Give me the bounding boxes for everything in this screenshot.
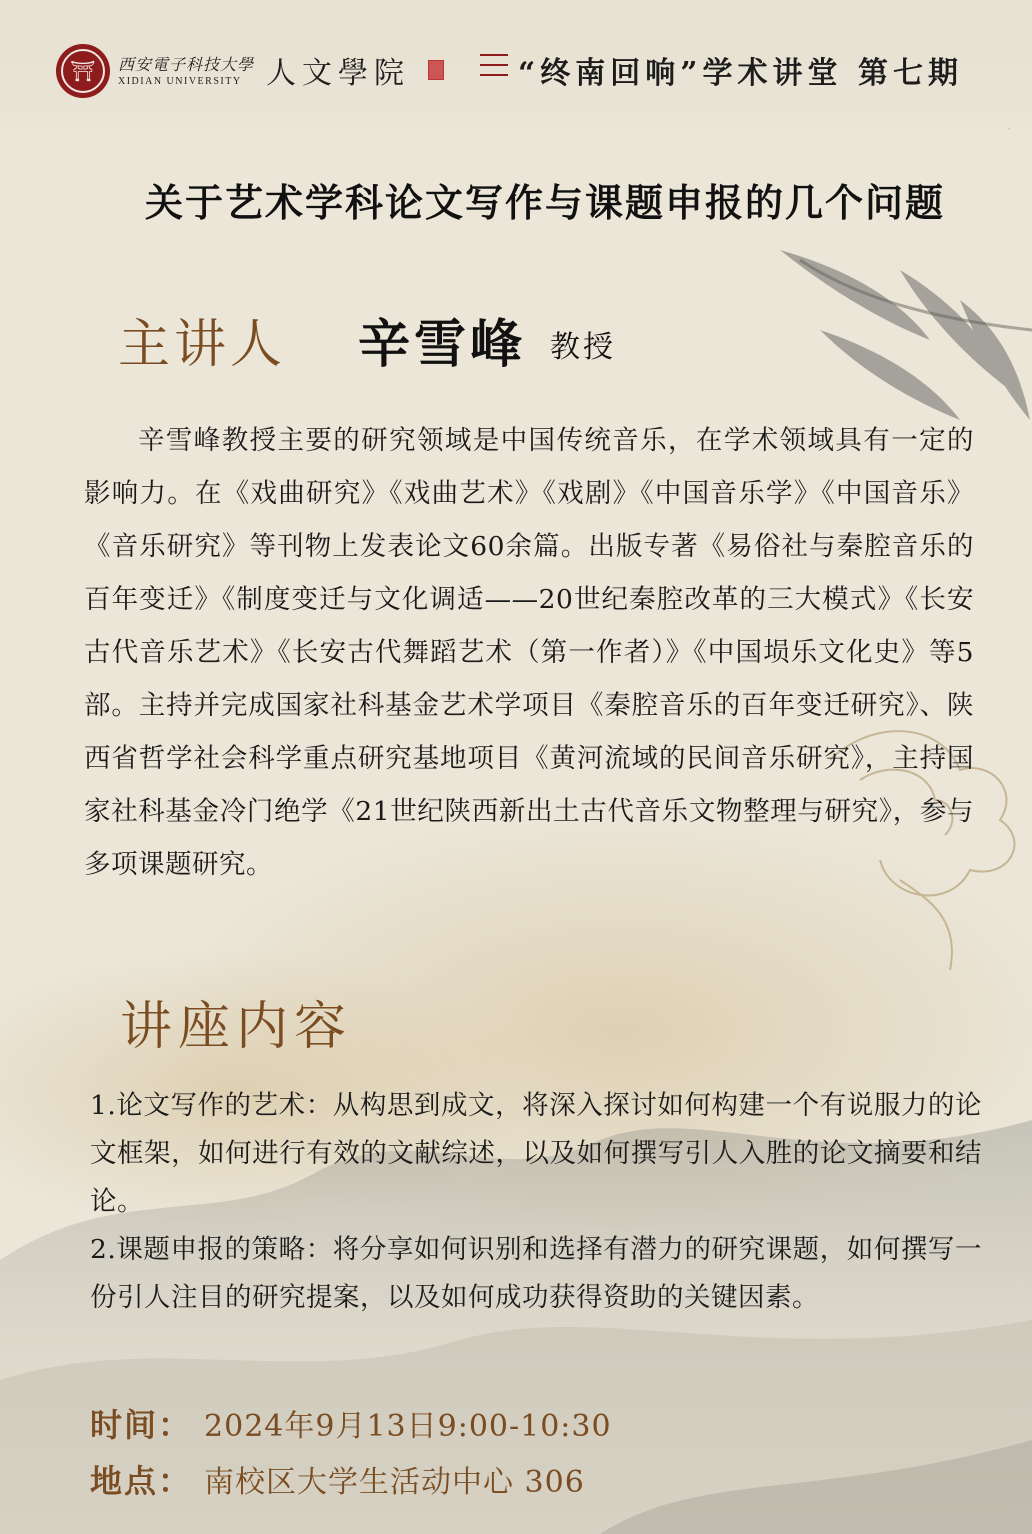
place-value: 南校区大学生活动中心 306 xyxy=(204,1465,585,1500)
lecture-content-item: 2.课题申报的策略：将分享如何识别和选择有潜力的研究课题，如何撰写一份引人注目的研究提案，以及如何成功获得资助的关键因素。 xyxy=(90,1234,982,1313)
college-name: 人文學院 xyxy=(266,56,410,91)
series-title: “终南回响”学术讲堂 第七期 xyxy=(518,56,963,91)
lecture-content-item: 1.论文写作的艺术：从构思到成文，将深入探讨如何构建一个有说服力的论文框架，如何进行有效的文献综述，以及如何撰写引人入胜的论文摘要和结论。 xyxy=(90,1090,982,1217)
university-name-cn: 西安電子科技大學 xyxy=(118,55,255,74)
time-label: 时间： xyxy=(90,1406,193,1444)
speaker-bio: 辛雪峰教授主要的研究领域是中国传统音乐，在学术领域具有一定的影响力。在《戏曲研究》《戏曲艺术》《戏剧》《中国音乐学》《中国音乐》《音乐研究》等刊物上发表论文60余篇。出版专著《易俗社与秦腔音乐的百年变迁》《制度变迁与文化调适——20世纪秦腔改革的三大模式》《长安古代音乐艺术》《长安古代舞蹈艺术（第一作者）》《中国埙乐文化史》等5部。主持并完成国家社科基金艺术学项目《秦腔音乐的百年变迁研究》、陕西省哲学社会科学重点研究基地项目《黄河流域的民间音乐研究》，主持国家社科基金冷门绝学《21世纪陕西新出土古代音乐文物整理与研究》，参与多项课题研究。 xyxy=(84,425,974,880)
speaker-row xyxy=(118,302,818,375)
university-name-en: XIDIAN UNIVERSITY xyxy=(118,76,242,87)
triple-bar-icon xyxy=(480,54,508,82)
emblem-inner-icon: ⛩ xyxy=(61,49,105,93)
speaker-label: 主讲人 xyxy=(118,315,287,375)
red-seal-icon xyxy=(428,60,444,80)
lecture-title: 关于艺术学科论文写作与课题申报的几个问题 xyxy=(144,181,945,225)
time-value: 2024年9月13日9:00-10:30 xyxy=(204,1409,612,1444)
speaker-title: 教授 xyxy=(550,330,616,365)
xidian-university-emblem-icon xyxy=(56,44,110,98)
event-info xyxy=(90,1400,790,1512)
speaker-name: 辛雪峰 xyxy=(358,314,527,375)
time-row xyxy=(90,1400,790,1456)
header xyxy=(56,42,1026,102)
place-label: 地点： xyxy=(90,1462,193,1500)
lecture-content-list xyxy=(90,1082,982,1322)
place-row xyxy=(90,1456,790,1512)
lecture-content-heading: 讲座内容 xyxy=(120,997,353,1057)
